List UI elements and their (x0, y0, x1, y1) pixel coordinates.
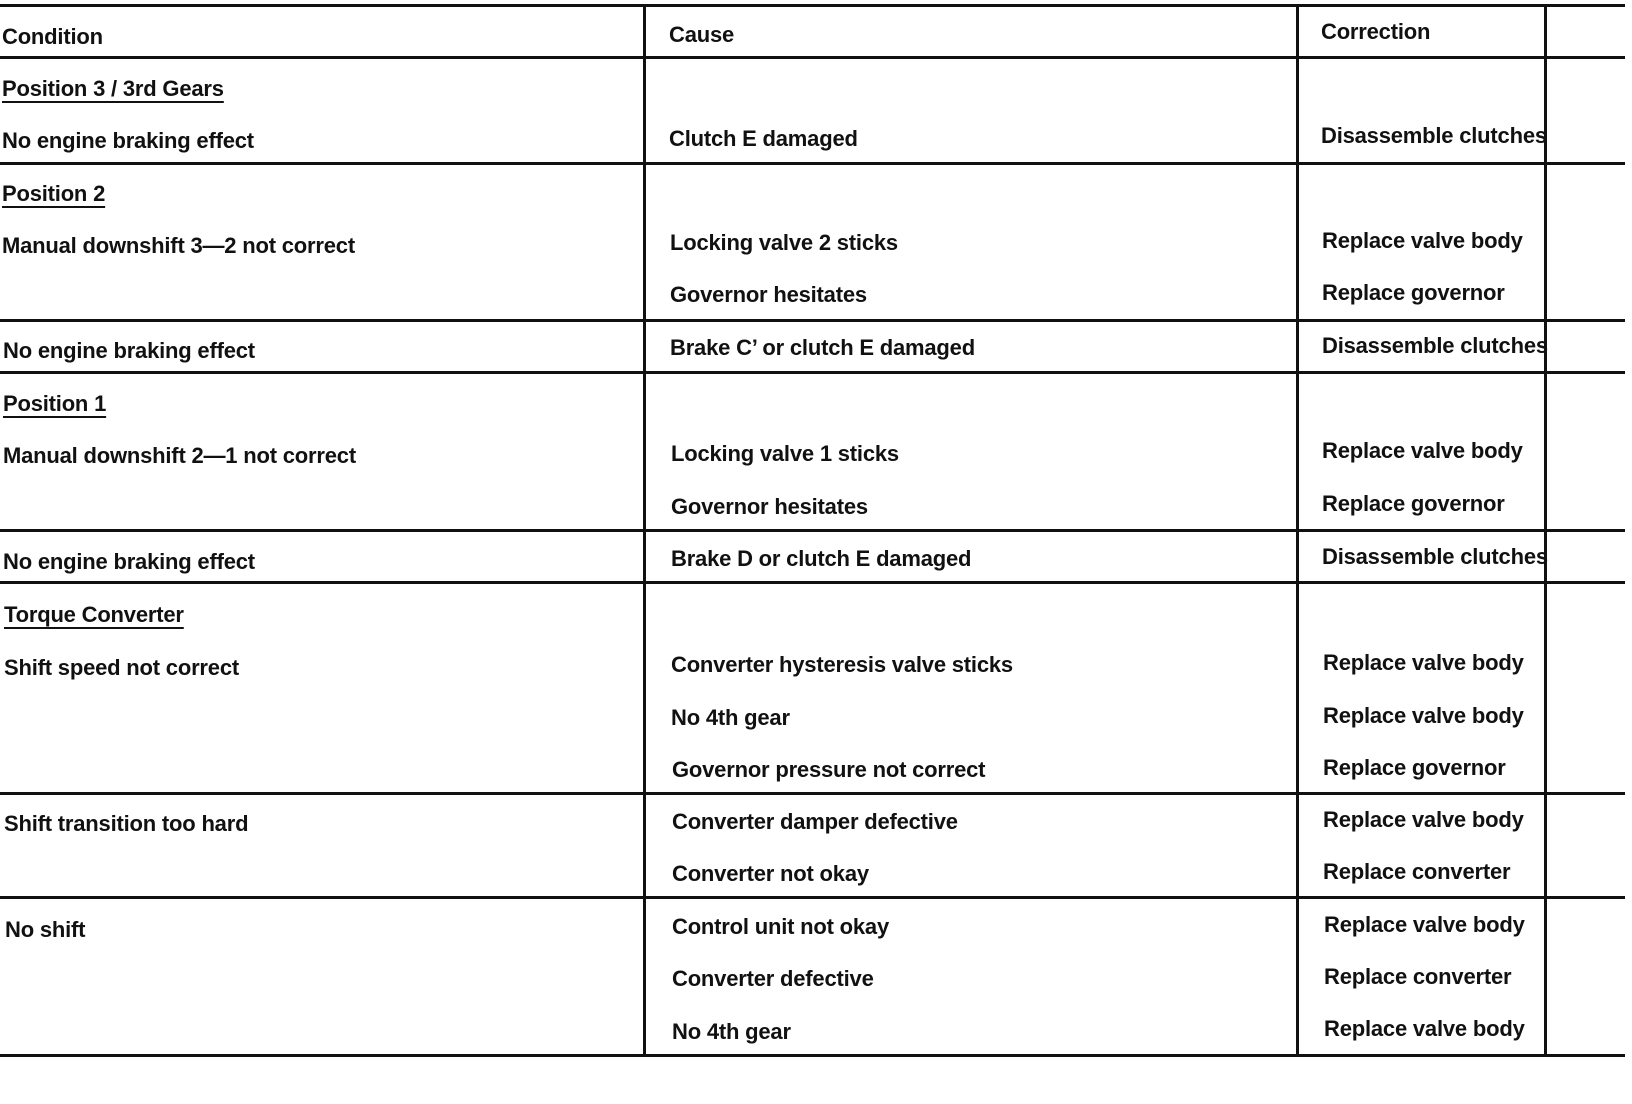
row-rule (0, 581, 1625, 584)
section-title: Position 2 (2, 181, 106, 206)
condition-label: Manual downshift 3—2 not correct (2, 233, 355, 258)
condition-label: No engine braking effect (3, 338, 255, 363)
condition-label: No shift (5, 917, 86, 942)
cause-text: Converter not okay (672, 861, 869, 886)
cause-text: Converter hysteresis valve sticks (671, 652, 1013, 677)
condition-label: No engine braking effect (3, 549, 255, 574)
table-top-rule (0, 4, 1625, 7)
section-title: Position 3 / 3rd Gears (2, 76, 224, 101)
correction-text: Replace valve body (1323, 807, 1524, 832)
section-title: Torque Converter (4, 602, 184, 627)
correction-text: Replace valve body (1322, 438, 1523, 463)
correction-text: Disassemble clutches (1322, 333, 1548, 358)
cause-text: Governor hesitates (671, 494, 868, 519)
column-divider (1296, 4, 1299, 1057)
header-correction: Correction (1321, 19, 1431, 44)
table-bottom-rule (0, 1054, 1625, 1057)
table-right-border (1544, 4, 1547, 1057)
correction-text: Replace governor (1322, 280, 1505, 305)
correction-text: Replace governor (1322, 491, 1505, 516)
correction-text: Disassemble clutches (1322, 544, 1548, 569)
cause-text: No 4th gear (671, 705, 790, 730)
cause-text: Control unit not okay (672, 914, 890, 939)
row-rule (0, 319, 1625, 322)
cause-text: Converter damper defective (672, 809, 958, 834)
cause-text: Brake D or clutch E damaged (671, 546, 972, 571)
correction-text: Replace valve body (1324, 912, 1525, 937)
cause-text: Converter defective (672, 966, 874, 991)
header-rule (0, 56, 1625, 59)
correction-text: Replace governor (1323, 755, 1506, 780)
section-title: Position 1 (3, 391, 107, 416)
correction-text: Replace converter (1324, 964, 1512, 989)
condition-label: Manual downshift 2—1 not correct (3, 443, 356, 468)
cause-text: No 4th gear (672, 1019, 791, 1044)
correction-text: Replace valve body (1323, 650, 1524, 675)
row-rule (0, 371, 1625, 374)
correction-text: Replace converter (1323, 859, 1511, 884)
condition-label: No engine braking effect (2, 128, 254, 153)
row-rule (0, 162, 1625, 165)
correction-text: Replace valve body (1323, 703, 1524, 728)
cause-text: Clutch E damaged (669, 126, 858, 151)
cause-text: Governor hesitates (670, 282, 867, 307)
row-rule (0, 529, 1625, 532)
condition-label: Shift speed not correct (4, 655, 239, 680)
correction-text: Disassemble clutches (1321, 123, 1547, 148)
column-divider (643, 4, 646, 1057)
correction-text: Replace valve body (1322, 228, 1523, 253)
cause-text: Locking valve 1 sticks (671, 441, 899, 466)
cause-text: Governor pressure not correct (672, 757, 986, 782)
correction-text: Replace valve body (1324, 1016, 1525, 1041)
row-rule (0, 792, 1625, 795)
row-rule (0, 896, 1625, 899)
cause-text: Locking valve 2 sticks (670, 230, 898, 255)
header-cause: Cause (669, 22, 735, 47)
cause-text: Brake C’ or clutch E damaged (670, 335, 975, 360)
condition-label: Shift transition too hard (4, 811, 249, 836)
header-condition: Condition (2, 24, 103, 49)
